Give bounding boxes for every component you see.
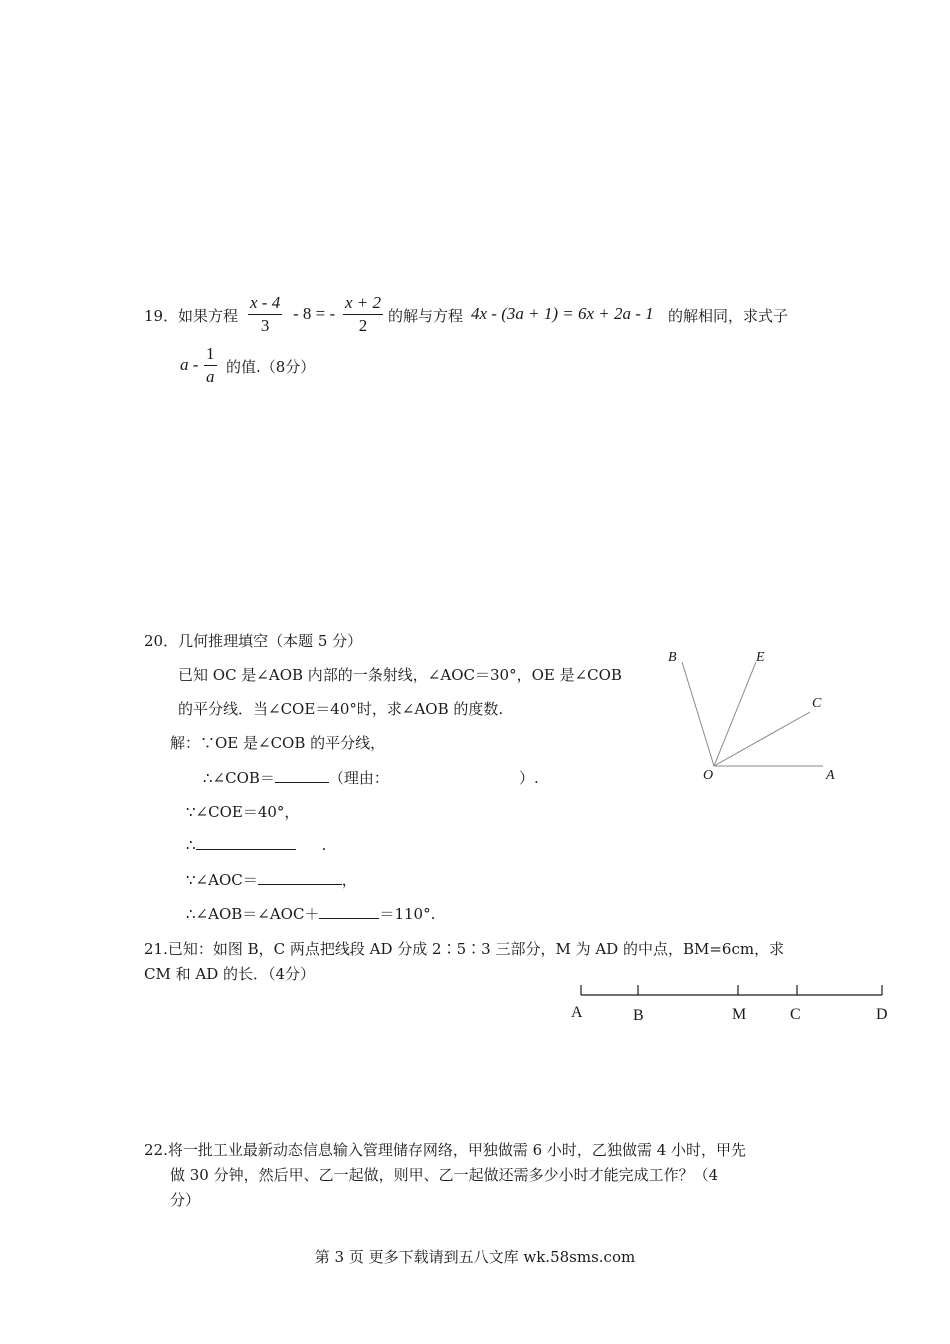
ray-ob <box>682 662 714 766</box>
q20-step-2: ∵∠COE＝40°， <box>186 803 300 821</box>
answer-blank-4[interactable] <box>319 904 379 919</box>
label-a: A <box>826 768 835 783</box>
fraction-3-numerator: 1 <box>204 343 217 366</box>
fraction-2-numerator: x + 2 <box>343 292 383 315</box>
q19-lead: 如果方程 <box>178 307 239 325</box>
label-c: C <box>812 696 822 711</box>
q19-fraction-3 <box>204 343 217 388</box>
q20-step-0: 解：∵OE 是∠COB 的平分线， <box>170 734 386 752</box>
step-5-text: ∴∠AOB＝∠AOC＋ <box>186 905 320 923</box>
label-e: E <box>756 650 765 665</box>
point-b: B <box>633 1007 644 1024</box>
step-3-therefore: ∴ <box>186 836 196 854</box>
point-m: M <box>732 1006 747 1023</box>
q19-fraction-2 <box>343 292 383 337</box>
fraction-2-denominator: 2 <box>358 316 368 335</box>
point-a: A <box>571 1004 583 1021</box>
page-footer: 第 3 页 更多下载请到五八文库 wk.58sms.com <box>314 1248 636 1266</box>
answer-blank-3[interactable] <box>258 870 342 885</box>
q22-line-2: 做 30 分钟，然后甲、乙一起做，则甲、乙一起做还需多少小时才能完成工作？（4 <box>170 1166 719 1184</box>
q19-end: 的值.（8分） <box>226 358 316 376</box>
q21-line-2: CM 和 AD 的长．（4分） <box>144 965 316 983</box>
ray-oe <box>714 662 756 766</box>
step-3-period: . <box>321 836 327 854</box>
q19-equation-2: 4x - (3a + 1) = 6x + 2a - 1 <box>471 304 654 323</box>
q19-number: 19． <box>144 307 179 325</box>
q19-mid1: - 8 = - <box>293 304 336 323</box>
label-b: B <box>668 650 677 665</box>
q20-given-line-1: 已知 OC 是∠AOB 内部的一条射线，∠AOC＝30°，OE 是∠COB <box>178 666 622 684</box>
step-5-result: ＝110°. <box>379 905 436 923</box>
answer-blank-2[interactable] <box>196 835 296 850</box>
fraction-1-denominator: 3 <box>260 316 270 335</box>
q21-line-1: 21.已知：如图 B，C 两点把线段 AD 分成 2∶5∶3 三部分，M 为 AD 的中点，BM=6cm，求 <box>144 940 785 958</box>
ray-oc <box>714 712 810 766</box>
q19-mid2: 的解与方程 <box>388 307 464 325</box>
angle-figure <box>660 640 850 790</box>
q19-tail: 的解相同，求式子 <box>668 307 789 325</box>
point-d: D <box>876 1006 888 1023</box>
q20-step-1 <box>203 767 539 788</box>
q22-line-3: 分） <box>170 1191 201 1209</box>
fraction-1-numerator: x - 4 <box>248 292 282 315</box>
step-1-text: ∴∠COB＝ <box>203 769 275 787</box>
fraction-3-denominator: a <box>206 367 215 386</box>
q19-expr: a - <box>180 355 199 374</box>
q19-fraction-1 <box>248 292 282 337</box>
step-4-text: ∵∠AOC＝ <box>186 871 258 889</box>
q20-title: 20．几何推理填空（本题 5 分） <box>144 632 363 650</box>
point-c: C <box>790 1006 801 1023</box>
q20-step-5 <box>186 903 435 924</box>
q20-given-line-2: 的平分线．当∠COE＝40°时，求∠AOB 的度数. <box>178 700 504 718</box>
q22-line-1: 22.将一批工业最新动态信息输入管理储存网络，甲独做需 6 小时，乙独做需 4 小时，甲先 <box>144 1141 747 1159</box>
q20-step-4 <box>186 869 357 890</box>
q20-step-3 <box>186 835 326 854</box>
step-1-close: ）. <box>518 769 539 787</box>
segment-figure <box>575 980 890 1002</box>
step-4-comma: ， <box>341 871 357 889</box>
label-o: O <box>703 768 714 783</box>
step-1-reason: （理由： <box>328 769 389 787</box>
answer-blank-1[interactable] <box>275 768 329 783</box>
